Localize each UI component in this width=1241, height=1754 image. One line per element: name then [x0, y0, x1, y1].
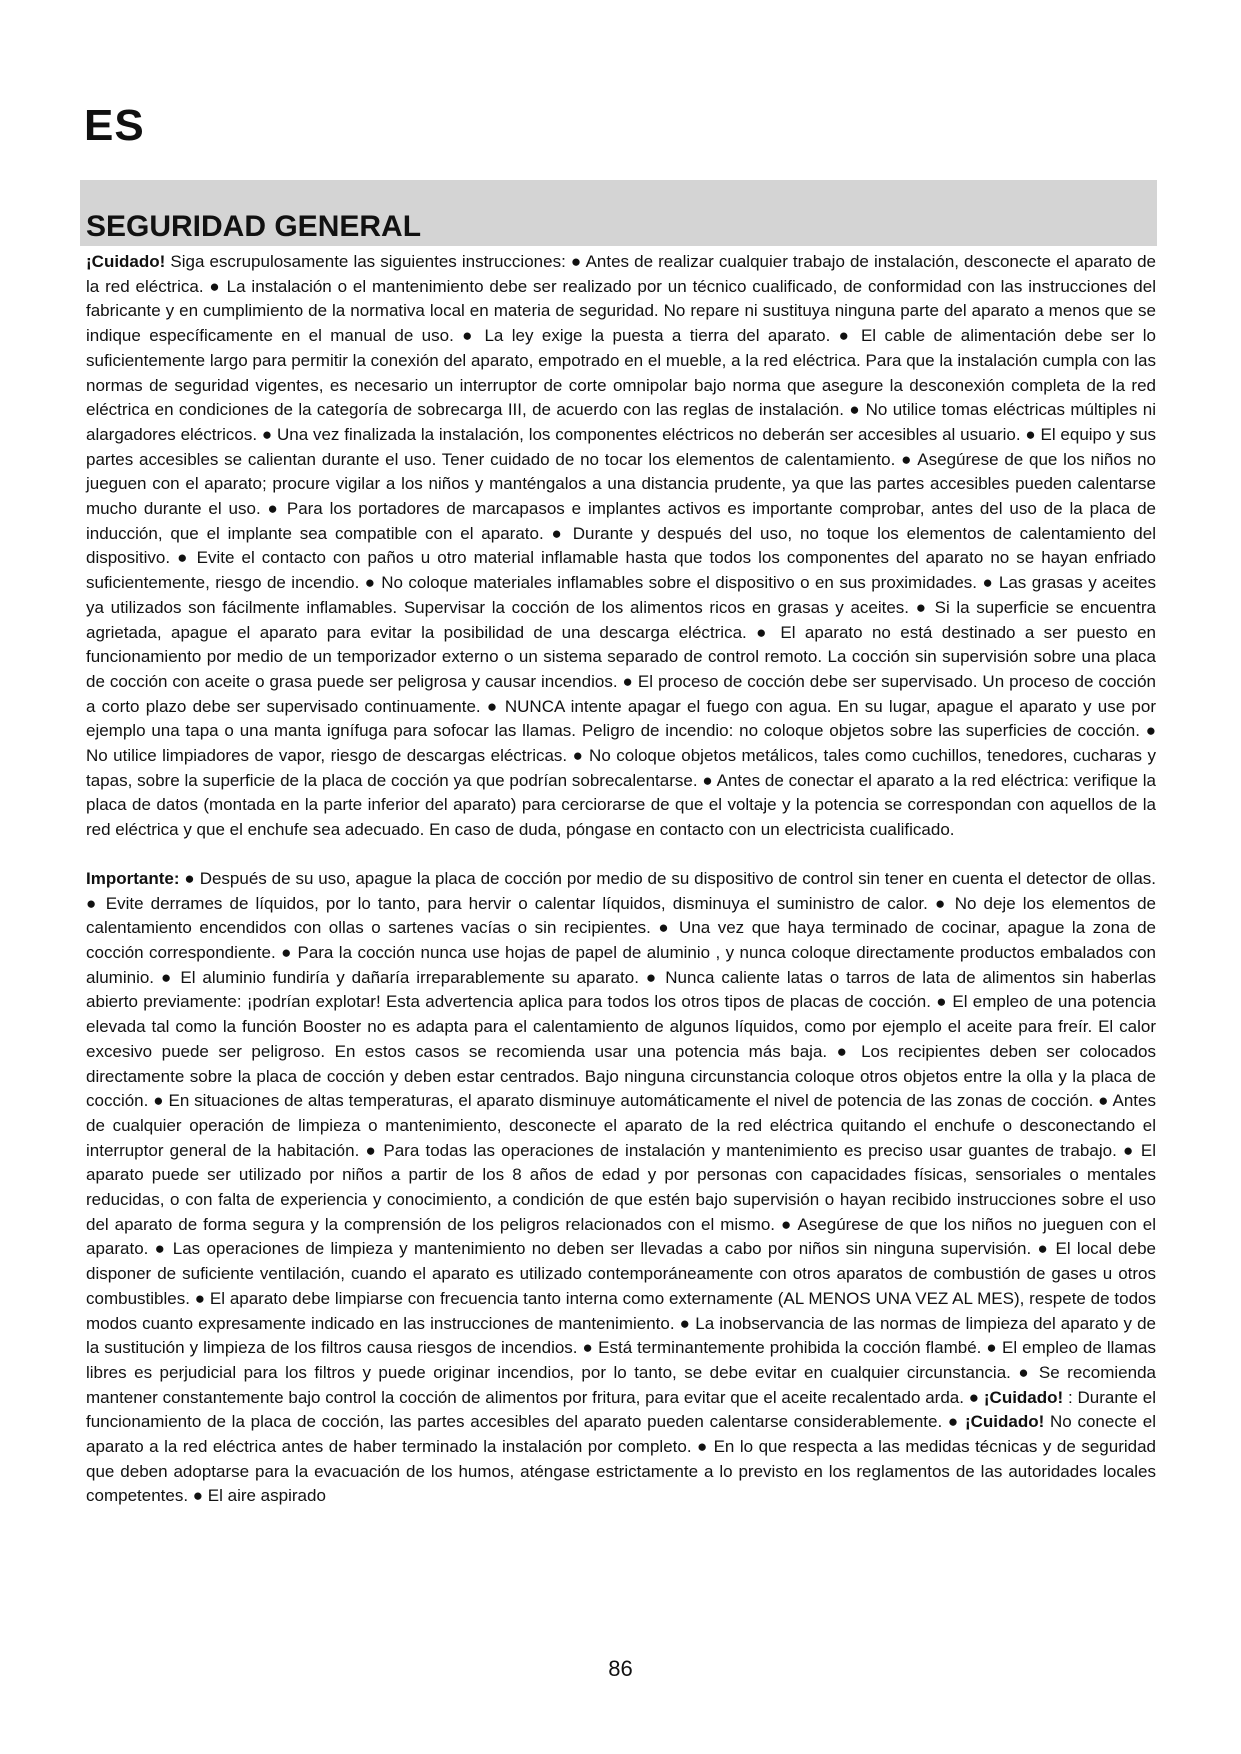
caution-paragraph-text: Siga escrupulosamente las siguientes instrucciones: ● Antes de realizar cualquier trabajo de instalación, desconecte el aparato de la red eléctrica. ● La instalación o el mantenimiento debe ser realizado por un técnico cualificado, de conformidad con las instrucciones del fabricante y en cumplimiento de la normativa local en materia de seguridad. No repare ni sustituya ninguna parte del aparato a menos que se indique específicamente en el manual de uso. ● La ley exige la puesta a tierra del aparato. ● El cable de alimentación debe ser lo suficientemente largo para permitir la conexión del aparato, empotrado en el mueble, a la red eléctrica. Para que la instalación cumpla con las normas de seguridad vigentes, es necesario un interruptor de corte omnipolar bajo norma que asegure la desconexión completa de la red eléctrica en condiciones de la categoría de sobrecarga III, de acuerdo con las reglas de instalación. ● No utilice tomas eléctricas múltiples ni alargadores eléctricos. ● Una vez finalizada la instalación, los componentes eléctricos no deberán ser accesibles al usuario. ● El equipo y sus partes accesibles se calientan durante el uso. Tener cuidado de no tocar los elementos de calentamiento. ● Asegúrese de que los niños no jueguen con el aparato; procure vigilar a los niños y manténgalos a una distancia prudente, ya que las partes accesibles pueden calentarse mucho durante el uso. ● Para los portadores de marcapasos e implantes activos es importante comprobar, antes del uso de la placa de inducción, que el implante sea compatible con el aparato. ● Durante y después del uso, no toque los elementos de calentamiento del dispositivo. ● Evite el contacto con paños u otro material inflamable hasta que todos los componentes del aparato no se hayan enfriado suficientemente, riesgo de incendio. ● No coloque materiales inflamables sobre el dispositivo o en sus proximidades. ● Las grasas y aceites ya utilizados son fácilmente inflamables. Supervisar la cocción de los alimentos ricos en grasas y aceites. ● Si la superficie se encuentra agrietada, apague el aparato para evitar la posibilidad de una descarga eléctrica. ● El aparato no está destinado a ser puesto en funcionamiento por medio de un temporizador externo o un sistema separado de control remoto. La cocción sin supervisión sobre una placa de cocción con aceite o grasa puede ser peligrosa y causar incendios. ● El proceso de cocción debe ser supervisado. Un proceso de cocción a corto plazo debe ser supervisado continuamente. ● NUNCA intente apagar el fuego con agua. En su lugar, apague el aparato y use por ejemplo una tapa o una manta ignífuga para sofocar las llamas. Peligro de incendio: no coloque objetos sobre las superficies de cocción. ● No utilice limpiadores de vapor, riesgo de descargas eléctricas. ● No coloque objetos metálicos, tales como cuchillos, tenedores, cucharas y tapas, sobre la superficie de la placa de cocción ya que podrían sobrecalentarse. ● Antes de conectar el aparato a la red eléctrica: verifique la placa de datos (montada en la parte inferior del aparato) para cerciorarse de que el voltaje y la potencia se correspondan con aquellos de la red eléctrica y que el enchufe sea adecuado. En caso de duda, póngase en contacto con un electricista cualificado.: [86, 252, 1156, 840]
caution-inline-label: ¡Cuidado!: [983, 1387, 1064, 1407]
important-paragraph-text-2: : Durante el funcionamiento de la placa de cocción, las partes accesibles del aparato pueden calentarse considerablemente. ●: [86, 1387, 1156, 1432]
section-header-band: [80, 180, 1157, 246]
page-number: 86: [608, 1656, 633, 1681]
body-text: [86, 250, 1156, 1509]
important-paragraph-text: ● Después de su uso, apague la placa de cocción por medio de su dispositivo de control sin tener en cuenta el detector de ollas. ● Evite derrames de líquidos, por lo tanto, para hervir o calentar líquidos, disminuya el suministro de calor. ● No deje los elementos de calentamiento encendidos con ollas o sartenes vacías o sin recipientes. ● Una vez que haya terminado de cocinar, apague la zona de cocción correspondiente. ● Para la cocción nunca use hojas de papel de aluminio , y nunca coloque directamente productos embalados con aluminio. ● El aluminio fundiría y dañaría irreparablemente su aparato. ● Nunca caliente latas o tarros de lata de alimentos sin haberlas abierto previamente: ¡podrían explotar! Esta advertencia aplica para todos los otros tipos de placas de cocción. ● El empleo de una potencia elevada tal como la función Booster no es adapta para el calentamiento de algunos líquidos, como por ejemplo el aceite para freír. El calor excesivo puede ser peligroso. En estos casos se recomienda usar una potencia más baja. ● Los recipientes deben ser colocados directamente sobre la placa de cocción y deben estar centrados. Bajo ninguna circunstancia coloque otros objetos entre la olla y la placa de cocción. ● En situaciones de altas temperaturas, el aparato disminuye automáticamente el nivel de potencia de las zonas de cocción. ● Antes de cualquier operación de limpieza o mantenimiento, desconecte el aparato de la red eléctrica quitando el enchufe o desconectando el interruptor general de la habitación. ● Para todas las operaciones de instalación y mantenimiento es preciso usar guantes de trabajo. ● El aparato puede ser utilizado por niños a partir de los 8 años de edad y por personas con capacidades físicas, sensoriales o mentales reducidas, o con falta de experiencia y conocimiento, a condición de que estén bajo supervisión o hayan recibido instrucciones sobre el uso del aparato de forma segura y la comprensión de los peligros relacionados con el mismo. ● Asegúrese de que los niños no jueguen con el aparato. ● Las operaciones de limpieza y mantenimiento no deben ser llevadas a cabo por niños sin ninguna supervisión. ● El local debe disponer de suficiente ventilación, cuando el aparato es utilizado contemporáneamente con otros aparatos de combustión de gases u otros combustibles. ● El aparato debe limpiarse con frecuencia tanto interna como externamente (AL MENOS UNA VEZ AL MES), respete de todos modos cuanto expresamente indicado en las instrucciones de mantenimiento. ● La inobservancia de las normas de limpieza del aparato y de la sustitución y limpieza de los filtros causa riesgos de incendios. ● Está terminantemente prohibida la cocción flambé. ● El empleo de llamas libres es perjudicial para los filtros y puede originar incendios, por lo tanto, se debe evitar en cualquier circunstancia. ● Se recomienda mantener constantemente bajo control la cocción de alimentos por fritura, para evitar que el aceite recalentado arda. ●: [86, 868, 1156, 1407]
section-title: SEGURIDAD GENERAL: [86, 210, 422, 243]
important-label: Importante:: [86, 868, 180, 888]
paragraph-important: [86, 867, 1156, 1509]
caution-label: ¡Cuidado!: [86, 252, 166, 271]
important-paragraph-text-3: No conecte el aparato a la red eléctrica antes de haber terminado la instalación por completo. ● En lo que respecta a las medidas técnicas y de seguridad que deben adoptarse para la evacuación de los humos, aténgase estrictamente a lo previsto en los reglamentos de las autoridades locales competentes. ● El aire aspirado: [86, 1412, 1156, 1506]
caution-inline-label-2: ¡Cuidado!: [964, 1412, 1045, 1432]
paragraph-caution: [86, 250, 1156, 843]
language-code: ES: [84, 101, 145, 150]
